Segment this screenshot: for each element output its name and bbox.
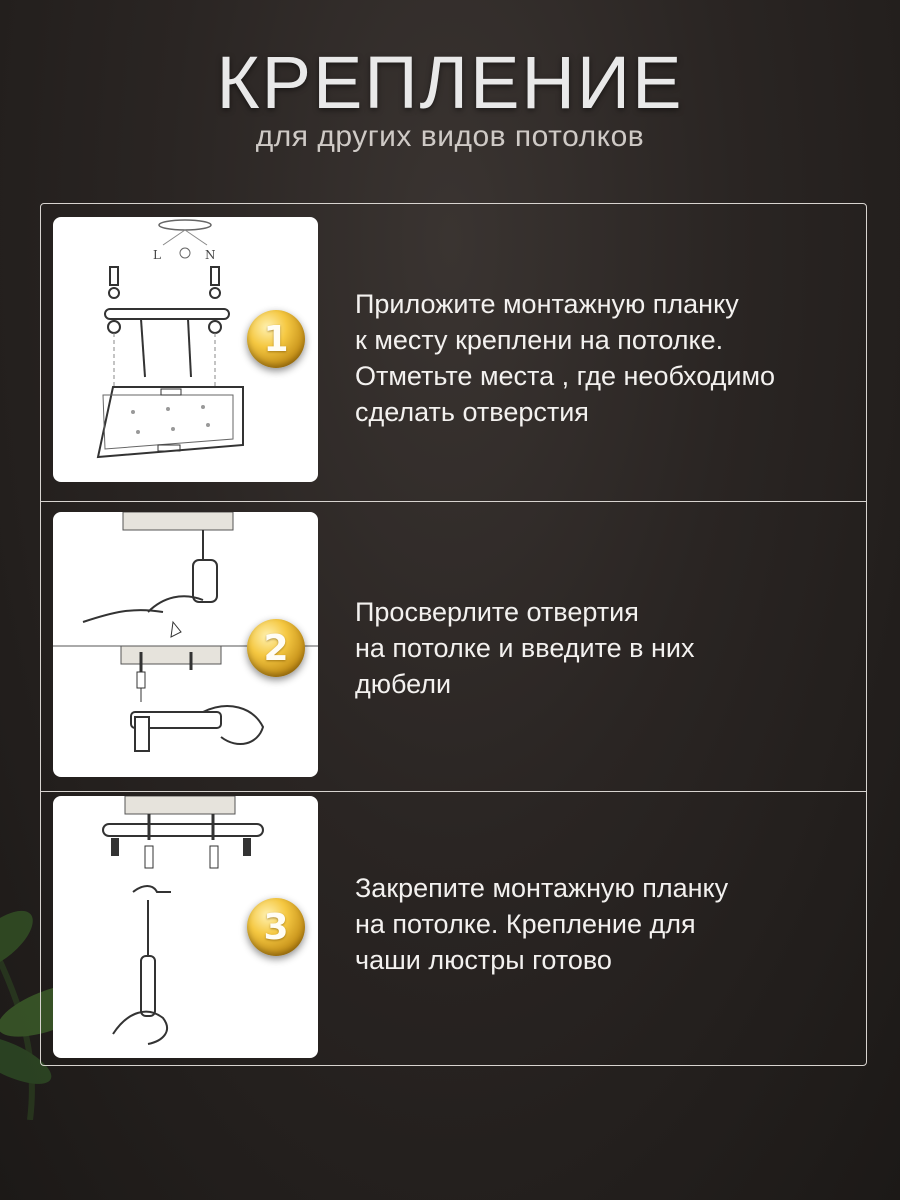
step-2 <box>41 502 866 792</box>
label-n: N <box>205 248 216 262</box>
step-2-badge: 2 <box>247 619 305 677</box>
step-3-text: Закрепите монтажную планку на потолке. Крепление для чаши люстры готово <box>355 873 729 975</box>
label-l: L <box>153 248 161 262</box>
step-3-badge: 3 <box>247 898 305 956</box>
page-subtitle: для других видов потолков <box>255 120 645 153</box>
step-1 <box>41 204 866 499</box>
steps-panel <box>40 203 867 1066</box>
step-1-text: Приложите монтажную планку к месту креплени на потолке. Отметьте места , где необходимо сделать отверстия <box>355 289 776 427</box>
step-2-text: Просверлите отвертия на потолке и введите в них дюбели <box>355 597 695 699</box>
step-1-badge: 1 <box>247 310 305 368</box>
step-3 <box>41 792 866 1067</box>
page-title: КРЕПЛЕНИЕ <box>216 41 684 124</box>
